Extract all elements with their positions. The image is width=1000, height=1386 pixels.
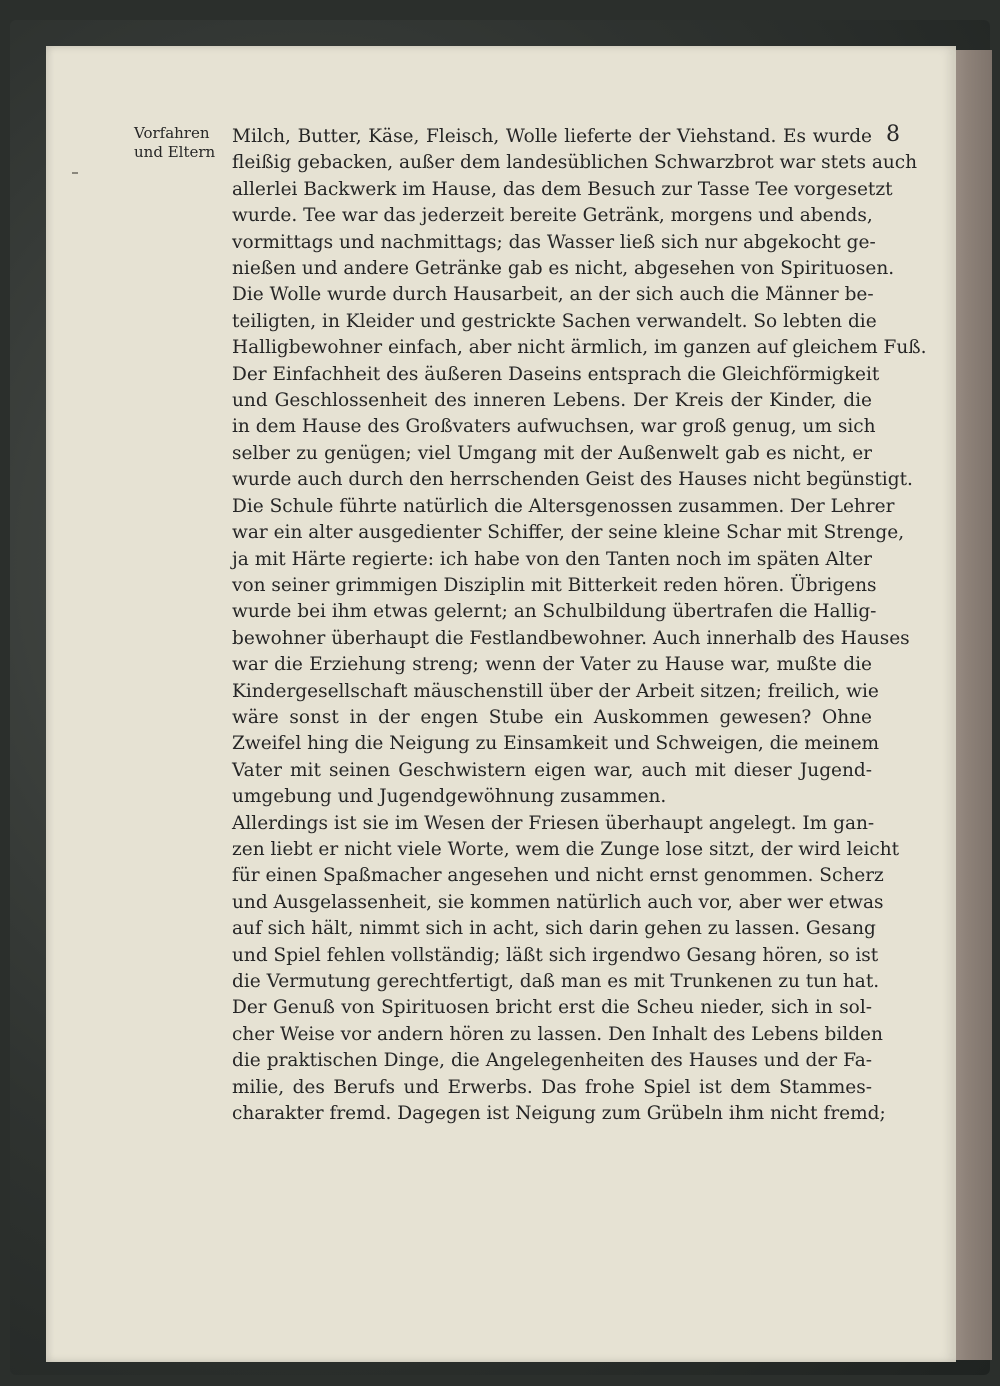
text-line: allerlei Backwerk im Hause, das dem Besuch zur Tasse Tee vorgesetzt	[232, 178, 893, 200]
text-line: war ein alter ausgedienter Schiffer, der seine kleine Schar mit Strenge,	[232, 522, 905, 544]
text-line: und Spiel fehlen vollständig; läßt sich irgendwo Gesang hören, so ist	[232, 944, 879, 966]
text-line: charakter fremd. Dagegen ist Neigung zum Grübeln ihm nicht fremd;	[232, 1103, 886, 1125]
text-line: milie, des Berufs und Erwerbs. Das frohe Spiel ist dem Stammes-	[232, 1076, 872, 1098]
text-line: für einen Spaßmacher angesehen und nicht ernst genommen. Scherz	[232, 865, 884, 887]
margin-note-line: Vorfahren	[134, 124, 210, 142]
body-text	[232, 124, 927, 1127]
text-line: wurde auch durch den herrschenden Geist des Hauses nicht begünstigt.	[232, 469, 913, 491]
text-line: und Geschlossenheit des inneren Lebens. Der Kreis der Kinder, die	[232, 390, 872, 412]
text-line: wurde bei ihm etwas gelernt; an Schulbildung übertrafen die Hallig-	[232, 601, 877, 623]
text-line: umgebung und Jugendgewöhnung zusammen.	[232, 786, 667, 808]
text-line: Halligbewohner einfach, aber nicht ärmlich, im ganzen auf gleichem Fuß.	[232, 337, 927, 359]
text-line: war die Erziehung streng; wenn der Vater zu Hause war, mußte die	[232, 654, 872, 676]
text-line: zen liebt er nicht viele Worte, wem die Zunge lose sitzt, der wird leicht	[232, 838, 900, 860]
endpaper-edge	[952, 50, 992, 1360]
margin-note-line: und Eltern	[134, 143, 216, 161]
margin-note	[134, 124, 234, 162]
text-line: cher Weise vor andern hören zu lassen. Den Inhalt des Lebens bilden	[232, 1023, 883, 1045]
text-line: von seiner grimmigen Disziplin mit Bitterkeit reden hören. Übrigens	[232, 574, 877, 596]
page-number: 8	[886, 122, 900, 147]
text-line: Der Einfachheit des äußeren Daseins entsprach die Gleichförmigkeit	[232, 363, 880, 385]
text-line: auf sich hält, nimmt sich in acht, sich darin gehen zu lassen. Gesang	[232, 918, 876, 940]
text-line: Die Wolle wurde durch Hausarbeit, an der sich auch die Männer be-	[232, 284, 874, 306]
text-line: Die Schule führte natürlich die Altersgenossen zusammen. Der Lehrer	[232, 495, 895, 517]
text-line: wurde. Tee war das jederzeit bereite Getränk, morgens und abends,	[232, 205, 873, 227]
text-line: in dem Hause des Großvaters aufwuchsen, war groß genug, um sich	[232, 416, 876, 438]
text-line: die praktischen Dinge, die Angelegenheiten des Hauses und der Fa-	[232, 1050, 872, 1072]
text-line: Milch, Butter, Käse, Fleisch, Wolle lieferte der Viehstand. Es wurde	[232, 126, 872, 147]
text-line: und Ausgelassenheit, sie kommen natürlich auch vor, aber wer etwas	[232, 891, 884, 913]
text-line: selber zu genügen; viel Umgang mit der Außenwelt gab es nicht, er	[232, 442, 872, 464]
text-line: vormittags und nachmittags; das Wasser ließ sich nur abgekocht ge-	[232, 231, 876, 253]
text-line: Der Genuß von Spirituosen bricht erst die Scheu nieder, sich in sol-	[232, 997, 872, 1019]
text-line: Kindergesellschaft mäuschenstill über der Arbeit sitzen; freilich, wie	[232, 680, 879, 702]
text-line: Allerdings ist sie im Wesen der Friesen überhaupt angelegt. Im gan-	[232, 812, 875, 834]
text-line: fleißig gebacken, außer dem landesüblichen Schwarzbrot war stets auch	[232, 152, 918, 174]
text-line: Zweifel hing die Neigung zu Einsamkeit und Schweigen, die meinem	[232, 733, 880, 755]
text-line: wäre sonst in der engen Stube ein Auskommen gewesen? Ohne	[232, 706, 872, 728]
text-line: teiligten, in Kleider und gestrickte Sachen verwandelt. So lebten die	[232, 310, 877, 332]
text-line: bewohner überhaupt die Festlandbewohner. Auch innerhalb des Hauses	[232, 627, 910, 649]
page-blemish-mark	[72, 172, 78, 174]
text-line: nießen und andere Getränke gab es nicht, abgesehen von Spirituosen.	[232, 258, 895, 280]
text-line: Vater mit seinen Geschwistern eigen war, auch mit dieser Jugend-	[232, 759, 872, 781]
text-line: die Vermutung gerechtfertigt, daß man es mit Trunkenen zu tun hat.	[232, 971, 880, 992]
text-line: ja mit Härte regierte: ich habe von den Tanten noch im späten Alter	[232, 548, 872, 570]
